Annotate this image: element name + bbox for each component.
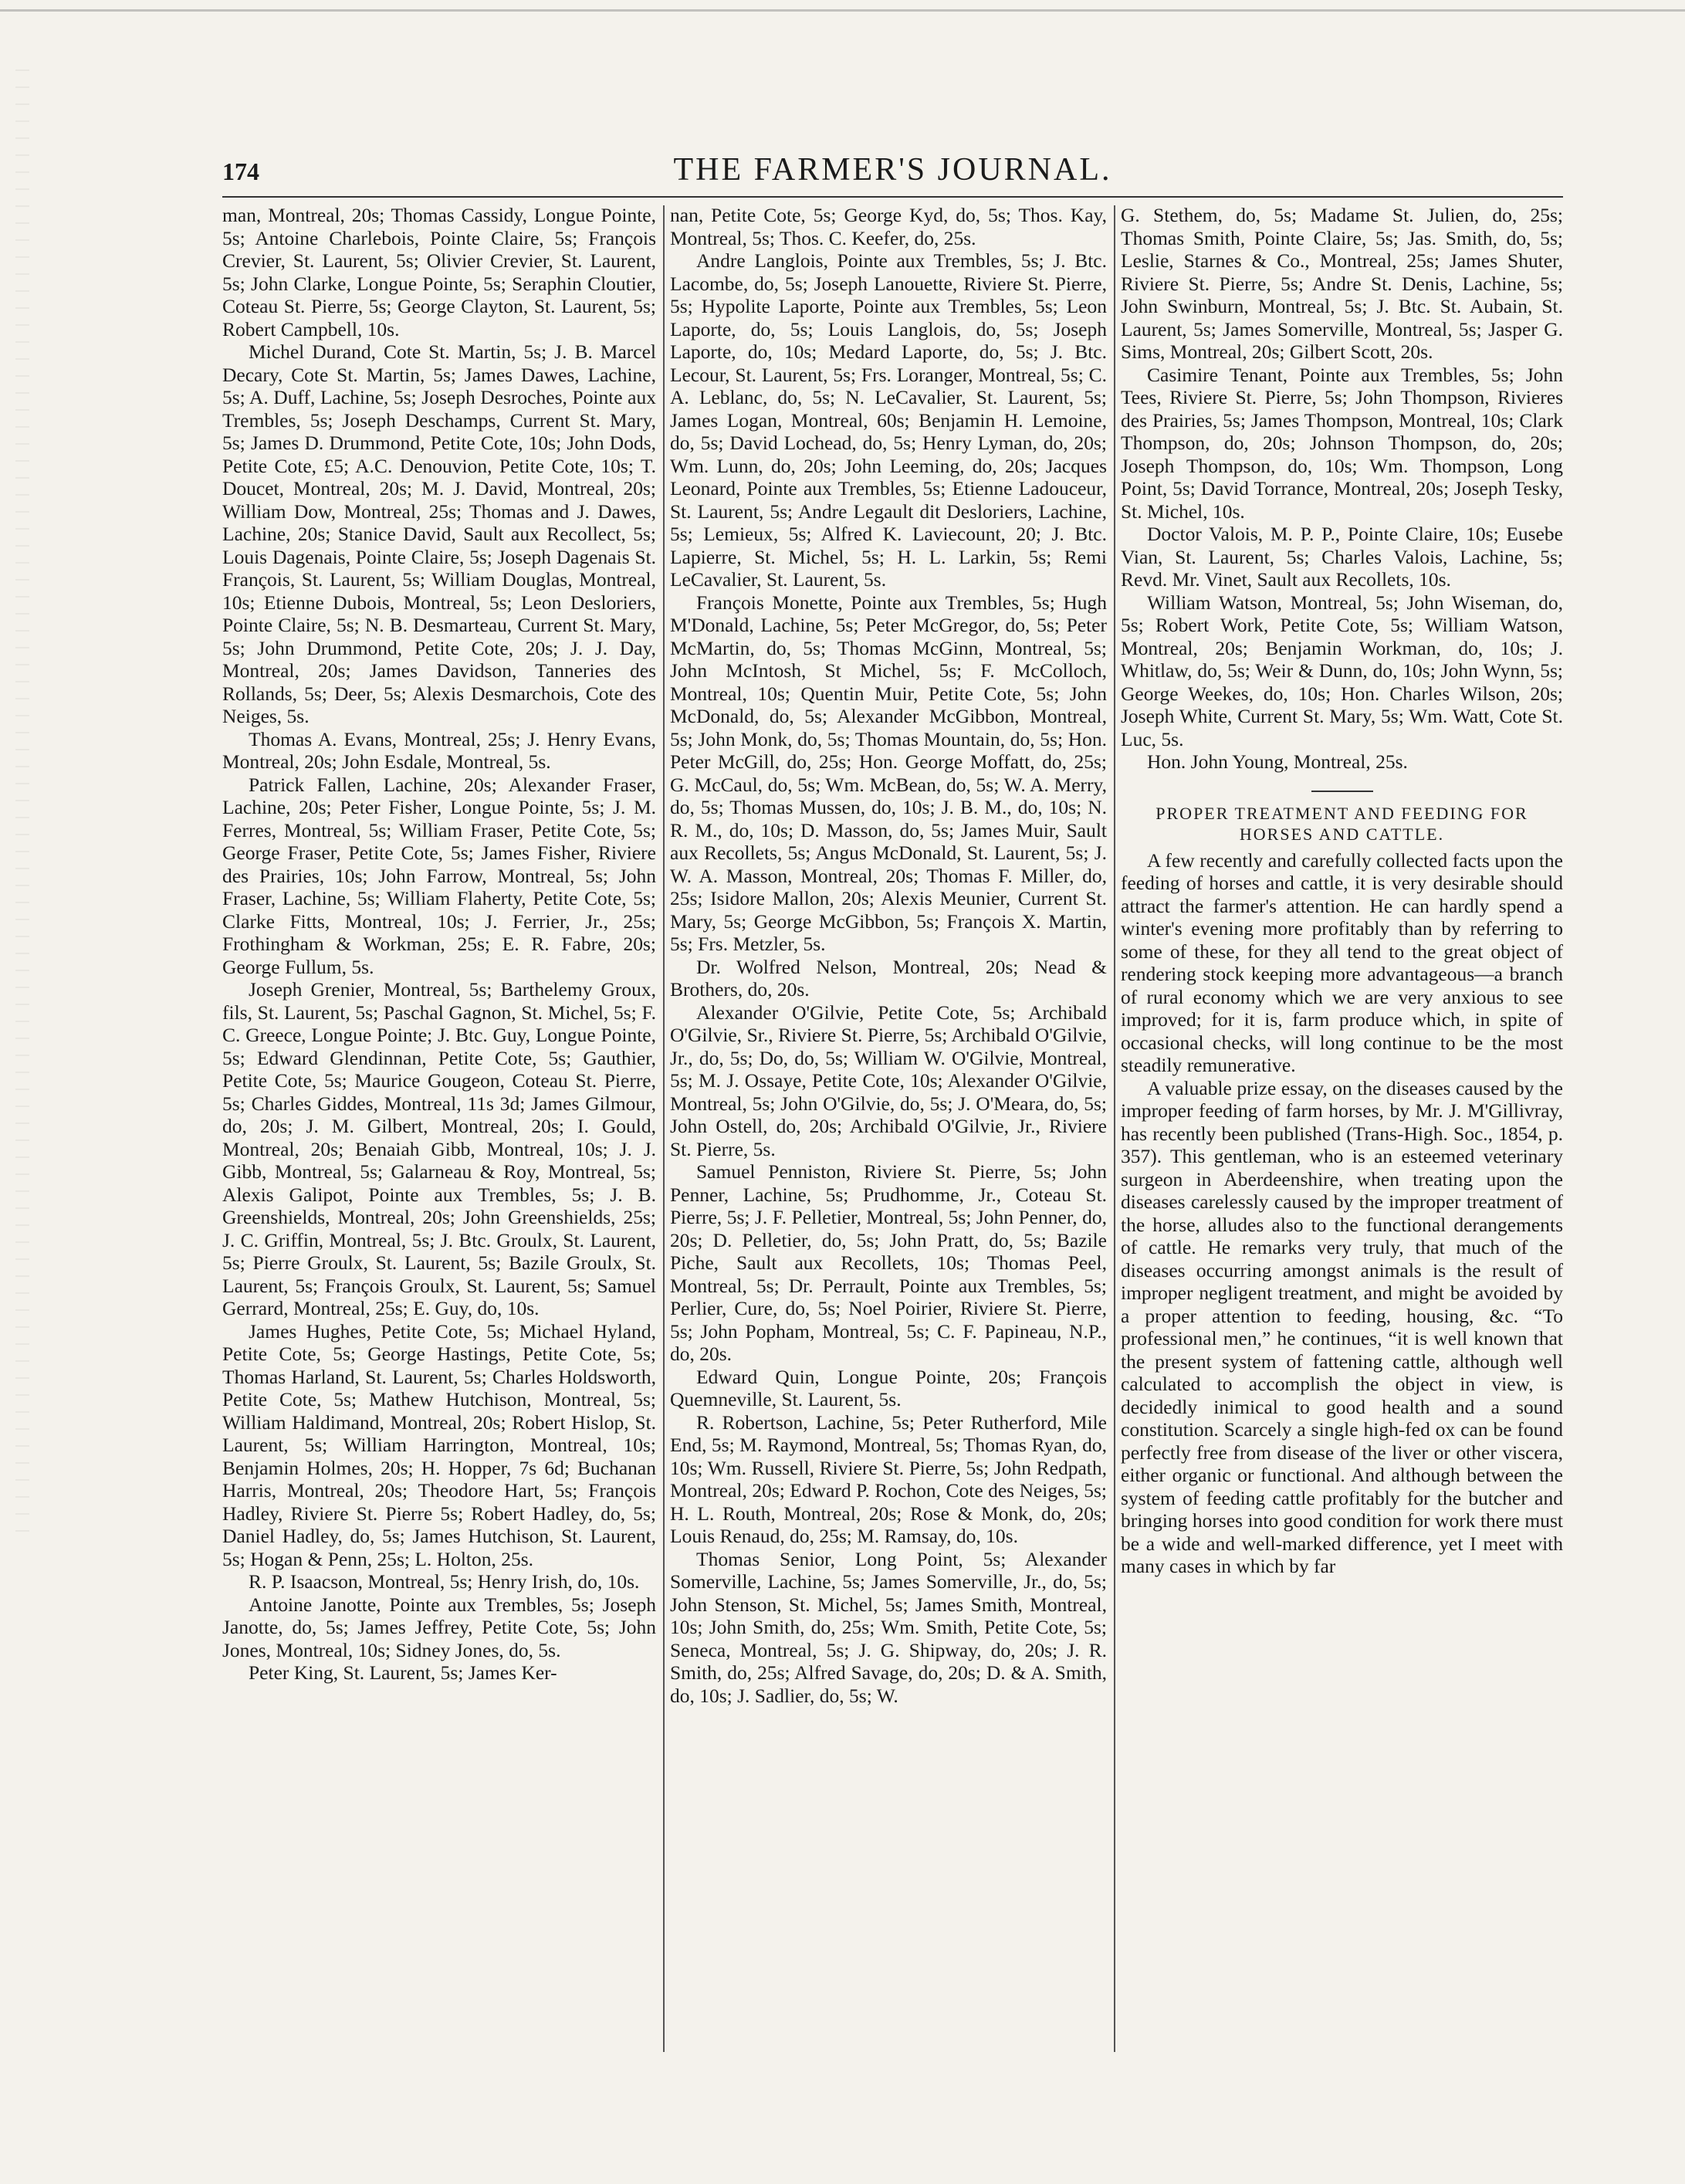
paragraph: Doctor Valois, M. P. P., Pointe Claire, 10s; Eusebe Vian, St. Laurent, 5s; Charles Valois, Lachine, 5s; Revd. Mr. Vinet, Sault aux Recollets, 10s.: [1121, 523, 1563, 591]
essay-paragraph: A few recently and carefully collected facts upon the feeding of horses and cattle, it is very desirable should attract the farmer's attention. He can hardly spend a winter's evening more profitably than by referring to some of these, for they all tend to the great object of rendering stock keeping more advantageous—a branch of rural economy which we are very anxious to see improved; for it is, farm produce which, in spite of occasional checks, will long continue to be the most steadily remunerative.: [1121, 848, 1563, 1076]
essay-section: [1121, 803, 1563, 1578]
essay-heading-line-1: PROPER TREATMENT AND FEEDING FOR: [1155, 803, 1528, 823]
paragraph: Antoine Janotte, Pointe aux Trembles, 5s; Joseph Janotte, do, 5s; James Jeffrey, Petite Cote, 5s; John Jones, Montreal, 10s; Sidney Jones, do, 5s.: [222, 1593, 656, 1661]
column-1: [222, 204, 656, 2057]
header-rule: [222, 196, 1563, 198]
paragraph: Casimire Tenant, Pointe aux Trembles, 5s; John Tees, Riviere St. Pierre, 5s; John Thompson, Rivieres des Prairies, 5s; James Thompson, Montreal, 10s; Clark Thompson, do, 20s; Johnson Thompson, do, 20s; Joseph Thompson, do, 10s; Wm. Thompson, Long Point, 5s; David Torrance, Montreal, 20s; Joseph Tesky, St. Michel, 10s.: [1121, 363, 1563, 523]
section-ornament: [1311, 791, 1373, 792]
column-divider: [1114, 205, 1115, 2052]
paragraph: Thomas Senior, Long Point, 5s; Alexander Somerville, Lachine, 5s; James Somerville, Jr., do, 5s; John Stenson, St. Michel, 5s; James Smith, Montreal, 10s; John Smith, do, 25s; Wm. Smith, Petite Cote, 5s; Seneca, Montreal, 5s; J. G. Shipway, do, 20s; J. R. Smith, do, 25s; Alfred Savage, do, 20s; D. & A. Smith, do, 10s; J. Sadlier, do, 5s; W.: [670, 1547, 1107, 1707]
paragraph: Peter King, St. Laurent, 5s; James Ker-: [249, 1661, 557, 1684]
paragraph: Thomas A. Evans, Montreal, 25s; J. Henry Evans, Montreal, 20s; John Esdale, Montreal, 5s.: [222, 727, 656, 773]
paragraph: James Hughes, Petite Cote, 5s; Michael Hyland, Petite Cote, 5s; George Hastings, Petite Cote, 5s; Thomas Harland, St. Laurent, 5s; Charles Holdsworth, Petite Cote, 5s; Mathew Hutchison, Montreal, 5s; William Haldimand, Montreal, 20s; Robert Hislop, St. Laurent, 5s; William Harrington, Montreal, 10s; Benjamin Holmes, 20s; H. Hopper, 7s 6d; Buchanan Harris, Montreal, 20s; Theodore Hart, 5s; François Hadley, Riviere St. Pierre 5s; Robert Hadley, do, 5s; Daniel Hadley, do, 5s; James Hutchison, St. Laurent, 5s; Hogan & Penn, 25s; L. Holton, 25s.: [222, 1319, 656, 1570]
paragraph: William Watson, Montreal, 5s; John Wiseman, do, 5s; Robert Work, Petite Cote, 5s; William Watson, Montreal, 20s; Benjamin Workman, do, 10s; J. Whitlaw, do, 5s; Weir & Dunn, do, 10s; John Wynn, 5s; George Weekes, do, 10s; Hon. Charles Wilson, 20s; Joseph White, Current St. Mary, 5s; Wm. Watt, Cote St. Luc, 5s.: [1121, 591, 1563, 750]
paragraph: François Monette, Pointe aux Trembles, 5s; Hugh M'Donald, Lachine, 5s; Peter McGregor, do, 5s; Peter McMartin, do, 5s; Thomas McGinn, Montreal, 5s; John McIntosh, St Michel, 5s; F. McColloch, Montreal, 10s; Quentin Muir, Petite Cote, 5s; John McDonald, do, 5s; Alexander McGibbon, Montreal, 5s; John Monk, do, 5s; Thomas Mountain, do, 5s; Hon. Peter McGill, do, 25s; Hon. George Moffatt, do, 25s; G. McCaul, do, 5s; Wm. McBean, do, 5s; W. A. Merry, do, 5s; Thomas Mussen, do, 10s; J. B. M., do, 10s; N. R. M., do, 10s; D. Masson, do, 5s; James Muir, Sault aux Recollets, 5s; Angus McDonald, St. Laurent, 5s; J. W. A. Masson, Montreal, 20s; Thomas F. Miller, do, 25s; Isidore Mallon, 20s; Alexis Meunier, Current St. Mary, 5s; George McGibbon, 5s; François X. Martin, 5s; Frs. Metzler, 5s.: [670, 591, 1107, 955]
paragraph: nan, Petite Cote, 5s; George Kyd, do, 5s; Thos. Kay, Montreal, 5s; Thos. C. Keefer, do, 25s.: [670, 204, 1107, 249]
scan-artifact-margin: [15, 69, 29, 1536]
paragraph: Hon. John Young, Montreal, 25s.: [1147, 750, 1408, 773]
column-divider: [663, 205, 665, 2052]
paragraph: Andre Langlois, Pointe aux Trembles, 5s; J. Btc. Lacombe, do, 5s; Joseph Lanouette, Riviere St. Pierre, 5s; Hypolite Laporte, Pointe aux Trembles, 5s; Leon Laporte, do, 5s; Louis Langlois, do, 5s; Joseph Laporte, do, 10s; Medard Laporte, do, 5s; J. Btc. Lecour, St. Laurent, 5s; Frs. Loranger, Montreal, 5s; C. A. Leblanc, do, 5s; N. LeCavalier, St. Laurent, 5s; James Logan, Montreal, 60s; Benjamin H. Lemoine, do, 5s; David Lochead, do, 5s; Henry Lyman, do, 20s; Wm. Lunn, do, 20s; John Leeming, do, 20s; Jacques Leonard, Pointe aux Trembles, 5s; Etienne Ladouceur, St. Laurent, 5s; Andre Legault dit Desloriers, Lachine, 5s; Lemieux, 5s; Alfred K. Laviecount, 20; J. Btc. Lapierre, St. Michel, 5s; H. L. Larkin, 5s; Remi LeCavalier, St. Laurent, 5s.: [670, 249, 1107, 591]
page-header: [222, 148, 1563, 191]
paragraph: Edward Quin, Longue Pointe, 20s; François Quemneville, St. Laurent, 5s.: [670, 1365, 1107, 1410]
paragraph: Patrick Fallen, Lachine, 20s; Alexander Fraser, Lachine, 20s; Peter Fisher, Longue Pointe, 5s; J. M. Ferres, Montreal, 5s; William Fraser, Petite Cote, 5s; George Fraser, Petite Cote, 5s; James Fisher, Riviere des Prairies, 10s; John Farrow, Montreal, 5s; John Fraser, Lachine, 5s; William Flaherty, Petite Cote, 5s; Clarke Fitts, Montreal, 10s; J. Ferrier, Jr., 25s; Frothingham & Workman, 25s; E. R. Fabre, 20s; George Fullum, 5s.: [222, 773, 656, 978]
paragraph: Samuel Penniston, Riviere St. Pierre, 5s; John Penner, Lachine, 5s; Prudhomme, Jr., Coteau St. Pierre, 5s; J. F. Pelletier, Montreal, 5s; John Penner, do, 20s; D. Pelletier, do, 5s; John Pratt, do, 5s; Bazile Piche, Sault aux Recollets, 10s; Thomas Peel, Montreal, 5s; Dr. Perrault, Pointe aux Trembles, 5s; Perlier, Cure, do, 5s; Noel Poirier, Riviere St. Pierre, 5s; John Popham, Montreal, 5s; C. F. Papineau, N.P., do, 20s.: [670, 1160, 1107, 1365]
paragraph: Joseph Grenier, Montreal, 5s; Barthelemy Groux, fils, St. Laurent, 5s; Paschal Gagnon, St. Michel, 5s; F. C. Greece, Longue Pointe; J. Btc. Guy, Longue Pointe, 5s; Edward Glendinnan, Petite Cote, 5s; Gauthier, Petite Cote, 5s; Maurice Gougeon, Coteau St. Pierre, 5s; Charles Giddes, Montreal, 11s 3d; James Gilmour, do, 20s; J. M. Gilbert, Montreal, 20s; I. Gould, Montreal, 20s; Benaiah Gibb, Montreal, 10s; J. J. Gibb, Montreal, 5s; Galarneau & Roy, Montreal, 5s; Alexis Galipot, Pointe aux Trembles, 5s; J. B. Greenshields, Montreal, 20s; John Greenshields, 25s; J. C. Griffin, Montreal, 5s; J. Btc. Groulx, St. Laurent, 5s; Pierre Groulx, St. Laurent, 5s; Bazile Groulx, St. Laurent, 5s; François Groulx, St. Laurent, 5s; Samuel Gerrard, Montreal, 25s; E. Guy, do, 10s.: [222, 978, 656, 1319]
paragraph: Michel Durand, Cote St. Martin, 5s; J. B. Marcel Decary, Cote St. Martin, 5s; James Dawes, Lachine, 5s; A. Duff, Lachine, 5s; Joseph Desroches, Pointe aux Trembles, 5s; Joseph Deschamps, Current St. Mary, 5s; James D. Drummond, Petite Cote, 10s; John Dods, Petite Cote, £5; A.C. Denouvion, Petite Cote, 10s; T. Doucet, Montreal, 20s; M. J. David, Montreal, 20s; William Dow, Montreal, 25s; Thomas and J. Dawes, Lachine, 20s; Stanice David, Sault aux Recollect, 5s; Louis Dagenais, Pointe Claire, 5s; Joseph Dagenais St. François, St. Laurent, 5s; William Douglas, Montreal, 10s; Etienne Dubois, Montreal, 5s; Leon Desloriers, Pointe Claire, 5s; N. B. Desmarteau, Current St. Mary, 5s; John Drummond, Petite Cote, 20s; J. J. Day, Montreal, 20s; James Davidson, Tanneries des Rollands, 5s; Deer, 5s; Alexis Desmarchois, Cote des Neiges, 5s.: [222, 340, 656, 727]
paragraph: R. Robertson, Lachine, 5s; Peter Rutherford, Mile End, 5s; M. Raymond, Montreal, 5s; Thomas Ryan, do, 10s; Wm. Russell, Riviere St. Pierre, 5s; John Redpath, Montreal, 20s; Edward P. Rochon, Cote des Neiges, 5s; H. L. Routh, Montreal, 20s; Rose & Monk, do, 20s; Louis Renaud, do, 25s; M. Ramsay, do, 10s.: [670, 1410, 1107, 1547]
paragraph: Alexander O'Gilvie, Petite Cote, 5s; Archibald O'Gilvie, Sr., Riviere St. Pierre, 5s; Archibald O'Gilvie, Jr., do, 5s; Do, do, 5s; William W. O'Gilvie, Montreal, 5s; M. J. Ossaye, Petite Cote, 10s; Alexander O'Gilvie, Montreal, 5s; John O'Gilvie, do, 5s; J. O'Meara, do, 5s; John Ostell, do, 20s; Archibald O'Gilvie, Jr., Riviere St. Pierre, 5s.: [670, 1001, 1107, 1160]
column-3: [1121, 204, 1563, 2057]
essay-heading: [1121, 803, 1563, 845]
essay-paragraph: A valuable prize essay, on the diseases caused by the improper feeding of farm horses, by Mr. J. M'Gillivray, has recently been published (Trans-High. Soc., 1854, p. 357). This gentleman, who is an esteemed veterinary surgeon in Aberdeenshire, when treating upon the diseases carelessly caused by the improper treatment of the horse, alludes also to the functional derangements of cattle. He remarks very truly, that much of the diseases occurring amongst animals is the result of improper negligent treatment, and might be avoided by a proper attention to feeding, housing, &c. “To professional men,” he continues, “it is well known that the present system of fattening cattle, although well calculated to accomplish the object in view, is decidedly inimical to good health and a sound constitution. Scarcely a single high-fed ox can be found perfectly free from disease of the liver or other viscera, either organic or functional. And although between the system of feeding cattle profitably for the butcher and bringing horses into good condition for work there must be a wide and well-marked difference, yet I meet with many cases in which by far: [1121, 1076, 1563, 1577]
paragraph: Dr. Wolfred Nelson, Montreal, 20s; Nead & Brothers, do, 20s.: [670, 955, 1107, 1001]
essay-heading-line-2: HORSES AND CATTLE.: [1239, 824, 1445, 844]
page-number: 174: [222, 157, 259, 185]
scan-artifact-top: [0, 9, 1685, 42]
column-2: [670, 204, 1107, 2057]
running-head: THE FARMER'S JOURNAL.: [673, 152, 1112, 188]
paragraph: man, Montreal, 20s; Thomas Cassidy, Longue Pointe, 5s; Antoine Charlebois, Pointe Claire, 5s; François Crevier, St. Laurent, 5s; Olivier Crevier, St. Laurent, 5s; John Clarke, Longue Pointe, 5s; Seraphin Cloutier, Coteau St. Pierre, 5s; George Clayton, St. Laurent, 5s; Robert Campbell, 10s.: [222, 204, 656, 340]
paragraph: R. P. Isaacson, Montreal, 5s; Henry Irish, do, 10s.: [249, 1570, 640, 1593]
paragraph: G. Stethem, do, 5s; Madame St. Julien, do, 25s; Thomas Smith, Pointe Claire, 5s; Jas. Smith, do, 5s; Leslie, Starnes & Co., Montreal, 25s; James Shuter, Riviere St. Pierre, 5s; Andre St. Denis, Lachine, 5s; John Swinburn, Montreal, 5s; J. Btc. St. Aubain, St. Laurent, 5s; James Somerville, Montreal, 5s; Jasper G. Sims, Montreal, 20s; Gilbert Scott, 20s.: [1121, 204, 1563, 363]
